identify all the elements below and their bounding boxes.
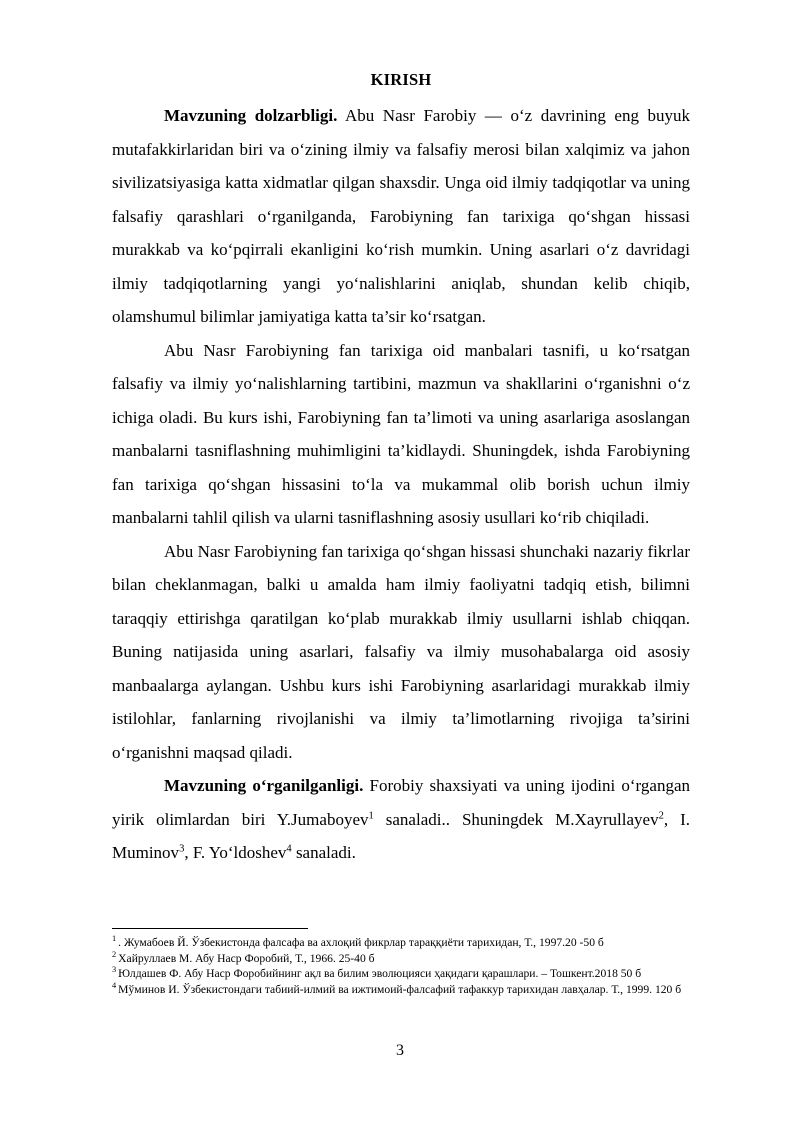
footnote-ref-1[interactable]: 1: [368, 809, 374, 821]
paragraph-2-text: Abu Nasr Farobiyning fan tarixiga oid manbalari tasnifi, u ko‘rsatgan falsafiy va ilmiy yo‘nalishlarning tartibini, mazmun va shakllarini o‘rganishni o‘z ichiga oladi. Bu kurs ishi, Farobiyning fan ta’limoti va uning asarlariga asoslangan manbalarni tasniflashning muhimligini ta’kidlaydi. Shuningdek, ishda Farobiyning fan tarixiga qo‘shgan hissasini to‘la va mukammal olib borish uchun ilmiy manbalarni tahlil qilish va ularni tasniflashning asosiy usullari ko‘rib chiqiladi.: [112, 340, 690, 527]
page-title: KIRISH: [370, 70, 432, 89]
paragraph-1-text: Abu Nasr Farobiy — o‘z davrining eng buyuk mutafakkirlaridan biri va o‘zining ilmiy va falsafiy merosi bilan xalqimiz va jahon sivilizatsiyasiga katta xidmatlar qilgan shaxsdir. Unga oid ilmiy tadqiqotlar va uning falsafiy qarashlari o‘rganilganda, Farobiyning fan tarixiga qo‘shgan hissasi murakkab va ko‘pqirrali ekanligini ko‘rish mumkin. Uning asarlari o‘z davridagi ilmiy tadqiqotlarning yangi yo‘nalishlarini aniqlab, shundan kelib chiqib, olamshumul bilimlar jamiyatiga katta ta’sir ko‘rsatgan.: [112, 106, 690, 326]
paragraph-4-text-part5: sanaladi.: [291, 843, 356, 862]
footnote-item: [112, 966, 702, 982]
footnote-item: [112, 935, 702, 951]
footnote-marker: 4: [112, 980, 117, 990]
document-body: [112, 70, 690, 870]
footnote-ref-3[interactable]: 3: [179, 843, 185, 855]
footnote-marker: 2: [112, 949, 117, 959]
footnote-ref-2[interactable]: 2: [658, 809, 664, 821]
footnote-separator-rule: [112, 928, 308, 929]
footnote-text: Юлдашев Ф. Абу Наср Форобийнинг ақл ва билим эволюцияси ҳақидаги қарашлари. – Тошкент.2018 50 б: [118, 967, 642, 981]
footnote-item: [112, 982, 702, 998]
paragraph-1: [112, 99, 690, 334]
paragraph-4-text-part2: sanaladi.. Shuningdek M.Xayrullayev: [373, 809, 659, 829]
paragraph-4-text-part3: , I. Muminov: [112, 809, 691, 862]
footnote-section: [112, 928, 702, 997]
paragraph-3-text: Abu Nasr Farobiyning fan tarixiga qo‘shgan hissasi shunchaki nazariy fikrlar bilan cheklanmagan, balki u amalda ham ilmiy faoliyatni tadqiq etish, bilimni taraqqiy ettirishga qaratilgan ko‘plab murakkab ilmiy usullarni ishlab chiqqan. Buning natijasida uning asarlari, falsafiy va ilmiy musohabalarga oid asosiy manbaalarga aylangan. Ushbu kurs ishi Farobiyning asarlaridagi murakkab ilmiy istilohlar, fanlarning rivojlanishi va ilmiy ta’limotlarning rivojiga ta’sirini o‘rganishni maqsad qiladi.: [112, 541, 690, 762]
footnote-text: . Жумабоев Й. Ўзбекистонда фалсафа ва ахлоқий фикрлар тараққиёти тарихидан, Т., 1997.20 -50 б: [118, 936, 604, 949]
footnote-ref-4[interactable]: 4: [286, 843, 292, 855]
footnote-marker: 3: [112, 965, 117, 975]
footnote-text: Мўминов И. Ўзбекистондаги табиий-илмий ва ижтимоий-фалсафий тафаккур тарихидан лавҳалар. Т., 1999. 120 б: [118, 982, 682, 996]
footnote-marker: 1: [112, 934, 117, 944]
footnote-item: [112, 951, 702, 967]
paragraph-4-text-part4: , F. Yo‘ldoshev: [184, 843, 287, 862]
paragraph-4-text-part1: Forobiy shaxsiyati va uning ijodini o‘rgangan yirik olimlardan biri Y.Jumaboyev: [112, 776, 690, 829]
page-number: 3: [396, 1042, 404, 1059]
paragraph-2: [112, 334, 690, 535]
footnote-text: Хайруллаев М. Абу Наср Форобий, Т., 1966. 25-40 б: [118, 951, 375, 965]
paragraph-4-lead: Mavzuning o‘rganilganligi.: [164, 776, 364, 795]
paragraph-3: [112, 535, 690, 770]
paragraph-4: [112, 769, 690, 870]
paragraph-1-lead: Mavzuning dolzarbligi.: [164, 106, 338, 125]
